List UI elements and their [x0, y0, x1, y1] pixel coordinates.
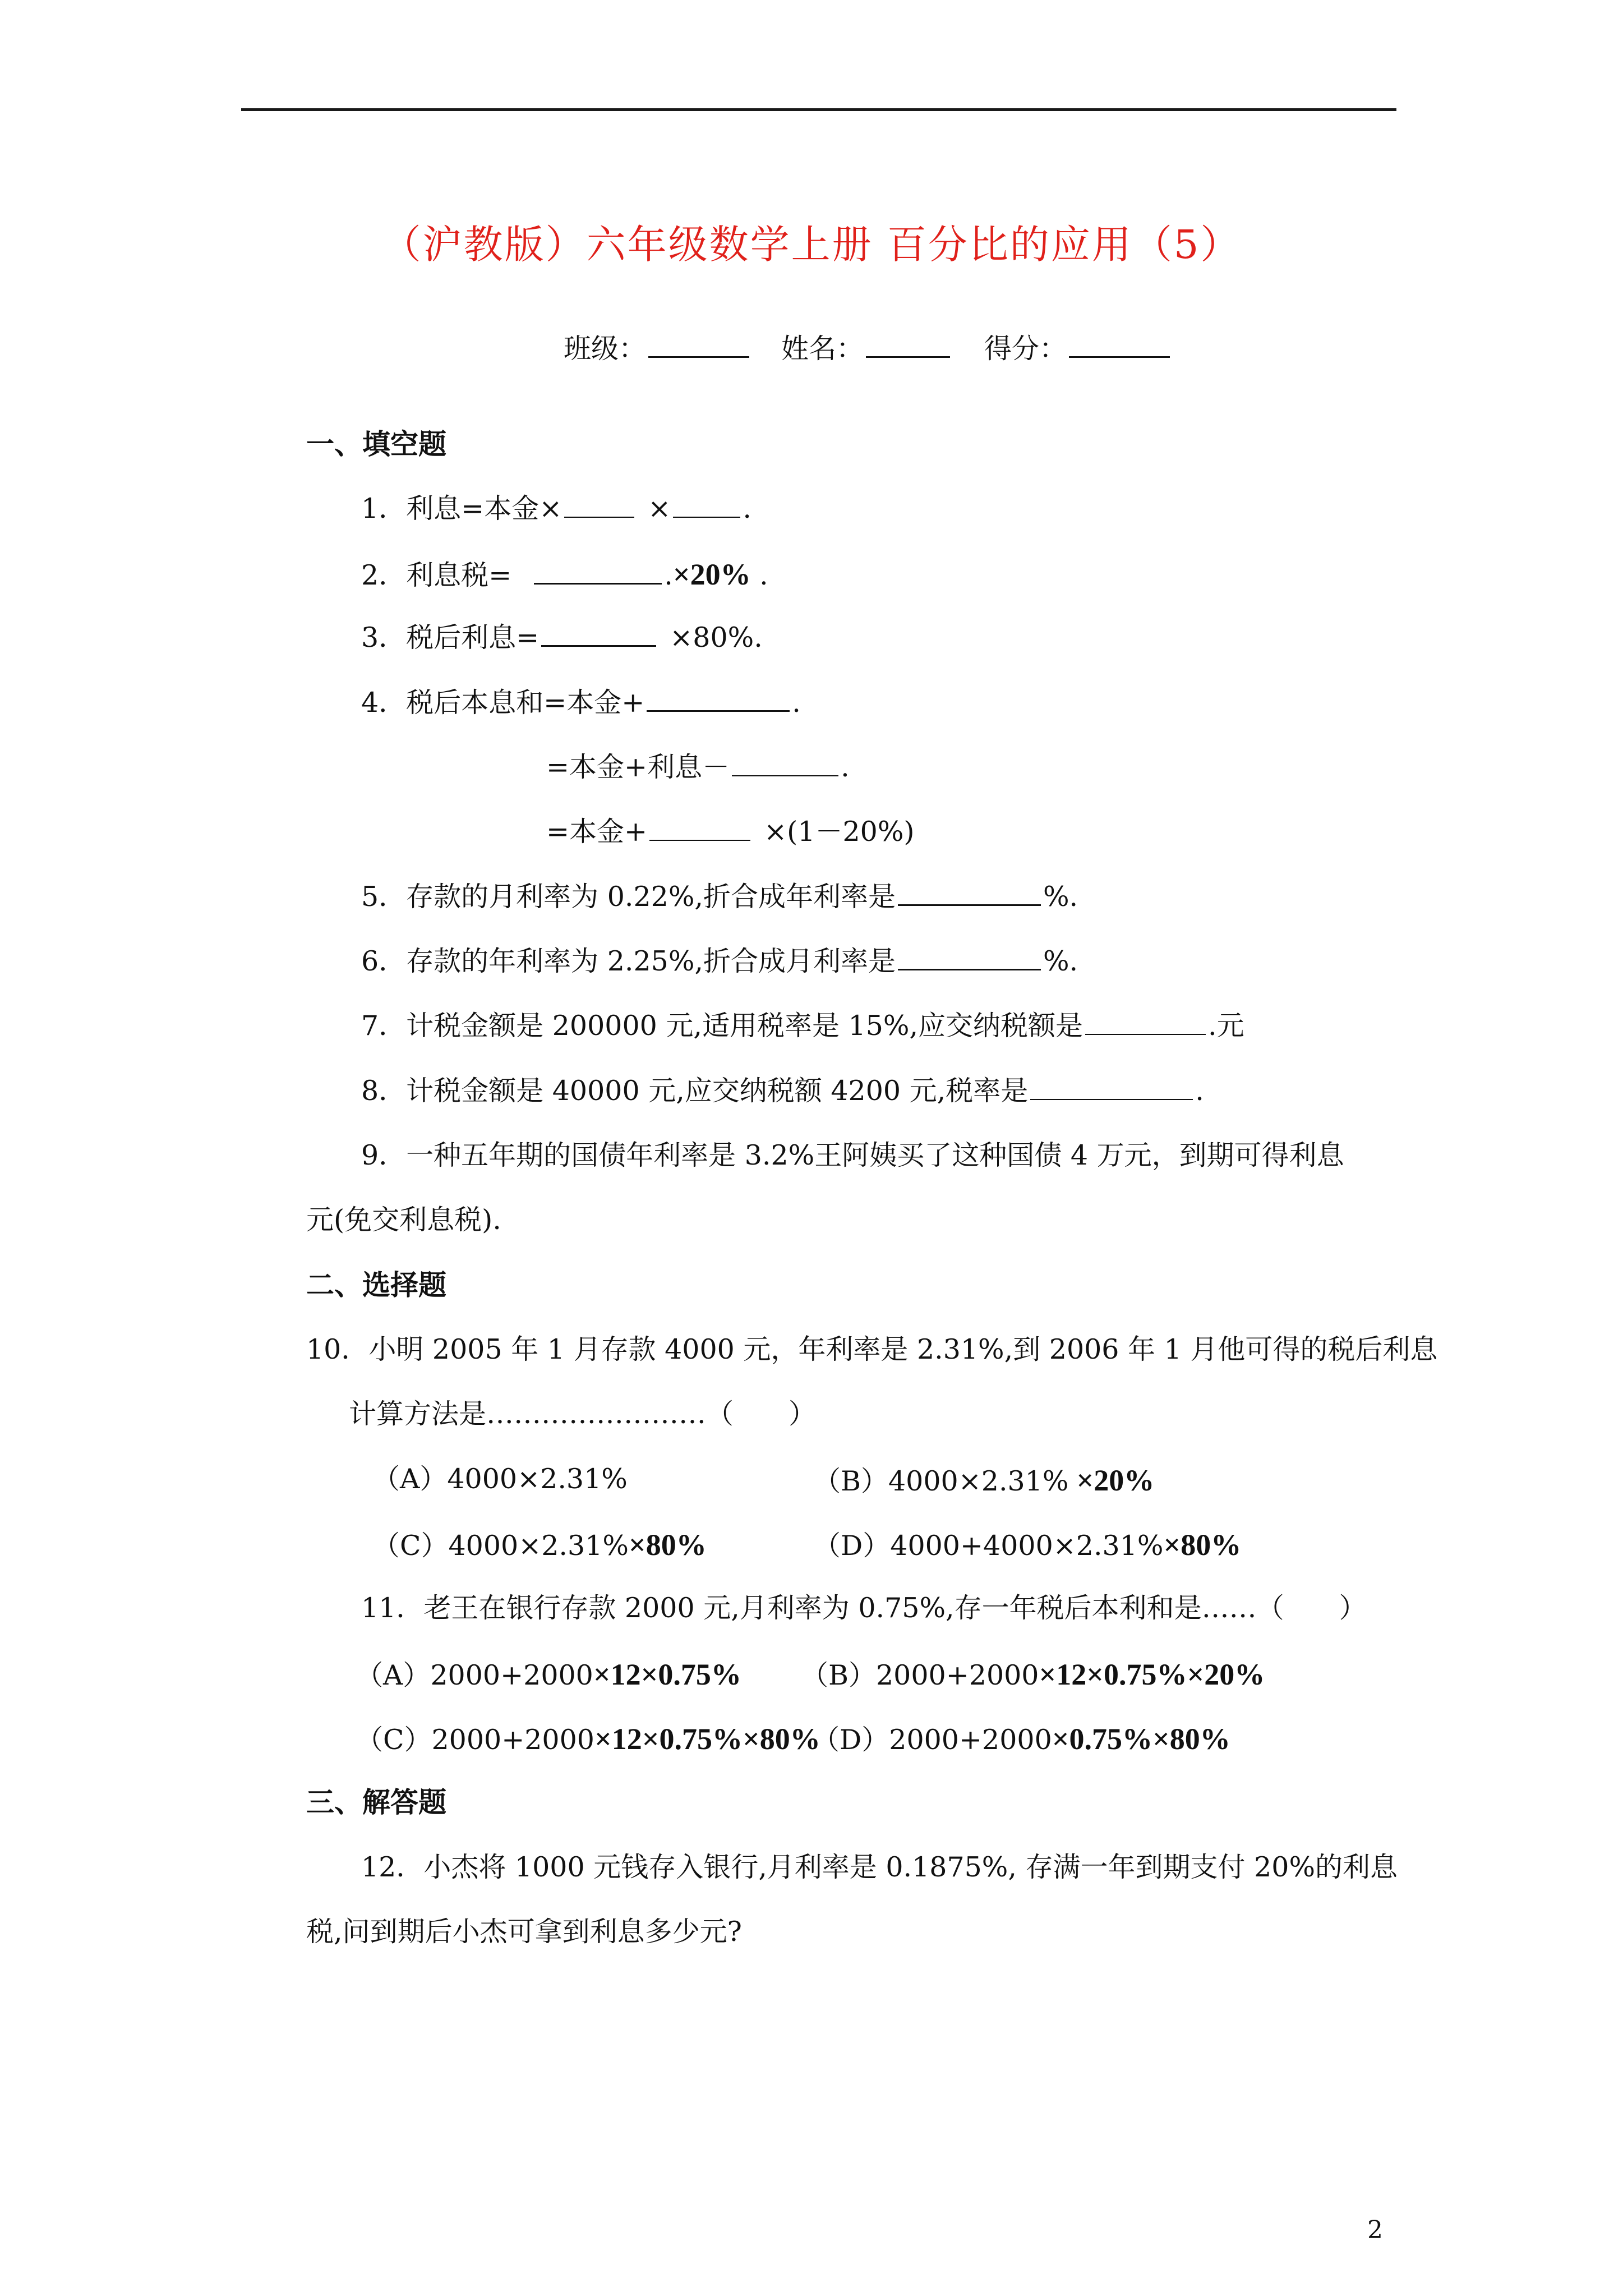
question-7-text: 7．计税金额是 200000 元,适用税率是 15%,应交纳税额是: [361, 1010, 1083, 1042]
question-4-line-3: [546, 816, 915, 848]
question-10-option-d-text: （D）4000+4000×2.31%: [813, 1530, 1164, 1562]
question-11-option-d-formula: ×0.75%×80%: [1052, 1722, 1230, 1756]
question-11-option-a[interactable]: [356, 1659, 741, 1690]
question-10-option-d-formula: ×80%: [1163, 1528, 1242, 1562]
question-11-option-d-text: （D）2000+2000: [812, 1724, 1052, 1756]
question-3-formula: ×80%.: [670, 622, 763, 654]
section-heading-answer: 三、解答题: [306, 1786, 446, 1819]
score-field: [984, 333, 1172, 365]
question-2-dot: .: [664, 559, 673, 591]
question-10-option-b-formula: ×20%: [1076, 1464, 1155, 1497]
question-6: [361, 947, 1078, 975]
question-11-option-c[interactable]: [356, 1724, 820, 1754]
question-10-option-c[interactable]: [372, 1530, 707, 1560]
question-6-text: 6．存款的年利率为 2.25%,折合成月利率是: [361, 945, 896, 977]
question-2-blank[interactable]: [534, 582, 662, 585]
question-10-line-2: 计算方法是……………………（ ）: [349, 1398, 817, 1430]
question-4-line-3-formula: ×(1－20%): [764, 816, 915, 848]
page-number: 2: [1367, 2216, 1383, 2244]
question-6-end: %.: [1043, 945, 1078, 977]
question-9-line-1: 9．一种五年期的国债年利率是 3.2%王阿姨买了这种国债 4 万元，到期可得利息: [361, 1139, 1344, 1171]
question-12-line-2: 税,问到期后小杰可拿到利息多少元?: [306, 1916, 742, 1948]
question-3-text: 3．税后利息=: [361, 622, 540, 654]
section-heading-fill: 一、填空题: [306, 428, 446, 461]
question-8-blank[interactable]: [1030, 1098, 1193, 1100]
question-5-end: %.: [1043, 881, 1078, 913]
question-11-option-c-text: （C）2000+2000: [356, 1724, 594, 1756]
name-label: 姓名：: [781, 333, 864, 365]
question-11-option-b-formula: ×12×0.75%×20%: [1039, 1658, 1265, 1691]
question-2-formula: ×20%: [672, 558, 751, 591]
question-4-line-2-blank[interactable]: [732, 775, 838, 776]
question-2: [361, 559, 768, 590]
question-12-line-1: 12．小杰将 1000 元钱存入银行,月利率是 0.1875%, 存满一年到期支付 20%的利息: [361, 1851, 1398, 1883]
question-4-line-3-text: =本金+: [546, 816, 648, 848]
question-1-text: 1．利息=本金×: [361, 493, 562, 524]
section-heading-choice: 二、选择题: [306, 1269, 446, 1301]
question-1-blank-2[interactable]: [673, 516, 740, 518]
question-11-option-b-text: （B）2000+2000: [801, 1659, 1039, 1691]
question-2-end: .: [750, 559, 768, 591]
question-7-end: .元: [1208, 1010, 1244, 1042]
question-11-option-c-formula: ×12×0.75%×80%: [594, 1722, 820, 1756]
question-4: [361, 687, 801, 719]
class-label: 班级：: [564, 333, 647, 365]
question-4-blank[interactable]: [647, 710, 790, 712]
question-4-end: .: [792, 687, 801, 719]
question-3-blank[interactable]: [541, 645, 656, 647]
class-blank[interactable]: [648, 356, 749, 358]
class-field: [564, 333, 751, 365]
question-6-blank[interactable]: [898, 968, 1041, 970]
question-1: [361, 495, 751, 522]
page-title: （沪教版）六年级数学上册 百分比的应用（5）: [381, 222, 1242, 268]
question-4-text: 4．税后本息和=本金+: [361, 687, 645, 719]
question-4-line-2-text: =本金+利息－: [546, 751, 730, 783]
question-10-option-c-formula: ×80%: [628, 1528, 707, 1562]
score-blank[interactable]: [1069, 356, 1170, 358]
score-label: 得分：: [984, 333, 1067, 365]
question-10-option-c-text: （C）4000×2.31%: [372, 1530, 629, 1562]
name-blank[interactable]: [866, 356, 950, 358]
question-7: [361, 1010, 1244, 1042]
question-1-blank-1[interactable]: [564, 516, 634, 518]
question-9-line-2: 元(免交利息税).: [306, 1204, 501, 1236]
question-8-end: .: [1195, 1075, 1204, 1107]
question-11-option-a-formula: ×12×0.75%: [593, 1658, 741, 1691]
question-5-blank[interactable]: [898, 904, 1041, 906]
question-1-end: .: [743, 493, 751, 524]
name-field: [781, 333, 952, 365]
question-1-times: ×: [648, 493, 671, 524]
question-10-option-a[interactable]: （A）4000×2.31%: [372, 1463, 628, 1495]
question-8: [361, 1077, 1204, 1105]
question-11-option-d[interactable]: [812, 1724, 1230, 1754]
question-7-blank[interactable]: [1085, 1033, 1206, 1035]
question-2-text: 2．利息税=: [361, 559, 512, 591]
question-11-option-a-text: （A）2000+2000: [356, 1659, 593, 1691]
question-11-stem: 11．老王在银行存款 2000 元,月利率为 0.75%,存一年税后本利和是……（ ）: [361, 1592, 1367, 1624]
question-5: [361, 881, 1078, 913]
header-rule: [241, 108, 1396, 111]
question-4-line-2: [546, 753, 850, 781]
question-4-line-2-end: .: [841, 751, 850, 783]
question-10-option-d[interactable]: [813, 1530, 1241, 1560]
question-11-option-b[interactable]: [801, 1659, 1265, 1690]
question-10-line-1: 10．小明 2005 年 1 月存款 4000 元，年利率是 2.31%,到 2006 年 1 月他可得的税后利息: [306, 1333, 1438, 1365]
question-10-option-b[interactable]: [813, 1465, 1154, 1496]
question-3: [361, 622, 763, 654]
question-10-option-b-text: （B）4000×2.31%: [813, 1465, 1069, 1497]
question-5-text: 5．存款的月利率为 0.22%,折合成年利率是: [361, 881, 896, 913]
question-8-text: 8．计税金额是 40000 元,应交纳税额 4200 元,税率是: [361, 1075, 1029, 1107]
question-4-line-3-blank[interactable]: [649, 839, 750, 841]
